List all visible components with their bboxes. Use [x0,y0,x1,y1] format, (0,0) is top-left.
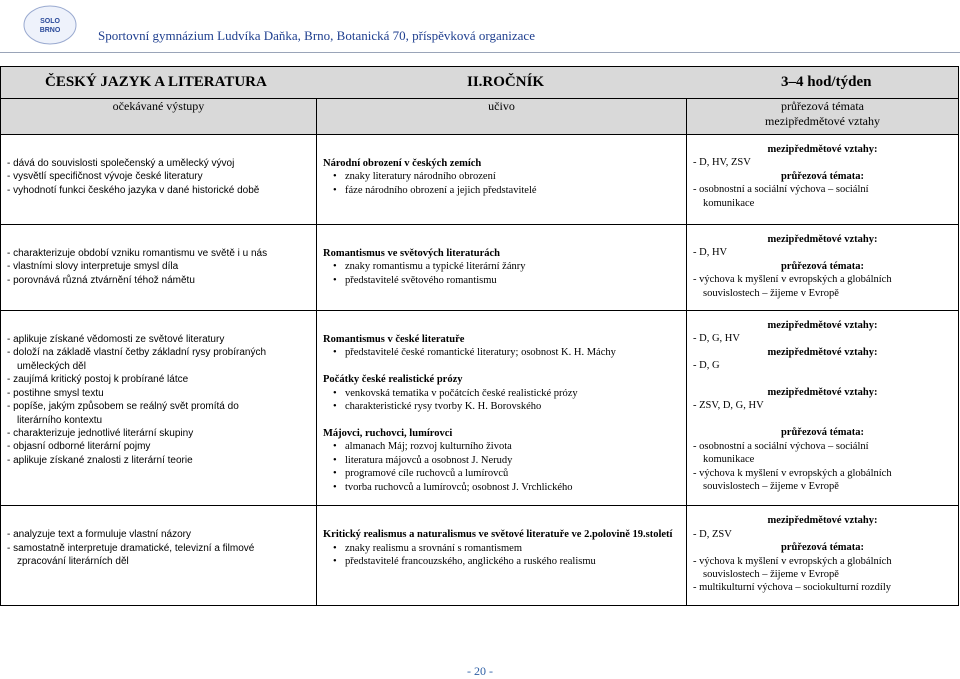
col-header-content: učivo [317,99,687,135]
outcome-line: - vlastními slovy interpretuje smysl díla [7,261,179,273]
title-row [1,67,959,99]
content-title: Romantismus ve světových literaturách [323,248,501,260]
svg-text:BRNO: BRNO [39,27,61,34]
cross-topics-value: souvislostech – žijeme v Evropě [703,568,839,580]
cross-topics-value: - multikulturní výchova – sociokulturní rozdíly [693,582,892,594]
content-title: Národní obrození v českých zemích [323,158,482,169]
content-item: • představitelé francouzského, anglického a ruského realismu [323,555,680,568]
cross-topics-label: průřezová témata: [780,427,865,439]
content-title: Počátky české realistické prózy [323,374,463,386]
content-item: • představitelé světového romantismu [323,274,680,287]
header-divider [0,52,960,53]
cross-topics-value: komunikace [703,454,755,466]
outcome-line: - vysvětlí specifičnost vývoje české literatury [7,171,203,183]
cross-topics-value: - osobnostní a sociální výchova – sociální [693,184,869,196]
table-row [1,225,959,311]
content-title: Kritický realismus a naturalismus ve světové literatuře ve 2.polovině 19.století [323,529,673,541]
cross-topics-value: komunikace [703,197,755,209]
outcome-line: - doloží na základě vlastní četby základní rysy probíraných [7,347,267,359]
table-row [1,311,959,506]
column-header-row [1,99,959,135]
cross-topics-value: - výchova k myšlení v evropských a globálních [693,274,892,286]
curriculum-table [0,66,959,606]
content-title: Májovci, ruchovci, lumírovci [323,427,453,439]
outcome-line: - postihne smysl textu [7,387,104,399]
content-item: • almanach Máj; rozvoj kulturního života [323,440,680,453]
outcome-line: - objasní odborné literární pojmy [7,441,151,453]
table-row [1,135,959,225]
col-header-cross-topics: průřezová témata [781,99,864,113]
cross-relations-label: mezipředmětové vztahy: [767,515,878,527]
outcome-line: - dává do souvislosti společenský a umělecký vývoj [7,158,235,169]
cross-topics-value: - výchova k myšlení v evropských a globálních [693,467,892,479]
cross-relations-value: - D, HV, ZSV [693,157,751,169]
col-header-cross-relations: mezipředmětové vztahy [765,114,880,128]
content-item: • literatura májovců a osobnost J. Nerudy [323,454,680,467]
content-item: • fáze národního obrození a jejich představitelé [323,184,680,197]
outcome-line: - charakterizuje jednotlivé literární skupiny [7,427,194,439]
school-logo [22,4,78,46]
content-item: • představitelé české romantické literatury; osobnost K. H. Máchy [323,346,680,359]
cross-relations-label: mezipředmětové vztahy: [767,144,878,155]
outcome-line: - charakterizuje období vzniku romantismu ve světě i u nás [7,248,268,260]
outcome-line: - porovnává různá ztvárnění téhož námětu [7,274,195,286]
cross-relations-label: mezipředmětové vztahy: [767,387,878,399]
cross-relations-value: - ZSV, D, G, HV [693,400,764,412]
outcome-line: - zaujímá kritický postoj k probírané látce [7,374,189,386]
cross-topics-label: průřezová témata: [780,260,865,272]
cross-relations-label: mezipředmětové vztahy: [767,320,878,332]
page-number: - 20 - [467,664,493,678]
content-title: Romantismus v české literatuře [323,334,465,346]
cross-relations-value: - D, ZSV [693,528,732,540]
cross-topics-value: souvislostech – žijeme v Evropě [703,480,839,492]
cross-relations-label: mezipředmětové vztahy: [767,346,878,358]
grade-title: II.ROČNÍK [467,74,545,90]
col-header-outcomes: očekávané výstupy [1,99,317,135]
hours-title: 3–4 hod/týden [781,74,872,90]
subject-title: ČESKÝ JAZYK A LITERATURA [45,74,267,90]
content-item: • venkovská tematika v počátcích české realistické prózy [323,387,680,400]
col-header-cross [687,99,959,135]
outcome-line: - aplikuje získané znalosti z literární teorie [7,454,193,466]
svg-text:SOLO: SOLO [40,18,60,25]
outcome-line: zpracování literárních děl [17,556,129,568]
content-item: • charakteristické rysy tvorby K. H. Borovského [323,400,680,413]
content-item: • tvorba ruchovců a lumírovců; osobnost J. Vrchlického [323,481,680,494]
content-item: • programové cíle ruchovců a lumírovců [323,467,680,480]
cross-topics-value: souvislostech – žijeme v Evropě [703,287,839,299]
content-item: • znaky romantismu a typické literární žánry [323,260,680,273]
page-header [0,0,960,52]
outcome-line: literárního kontextu [17,414,103,426]
cross-topics-value: - osobnostní a sociální výchova – sociální [693,440,869,452]
school-name: Sportovní gymnázium Ludvíka Daňka, Brno, Botanická 70, příspěvková organizace [98,28,535,43]
cross-topics-label: průřezová témata: [780,170,865,182]
outcome-line: - vyhodnotí funkci českého jazyka v dané historické době [7,184,260,196]
outcome-line: - samostatně interpretuje dramatické, televizní a filmové [7,542,255,554]
outcome-line: - popíše, jakým způsobem se reálný svět promítá do [7,401,239,413]
cross-relations-value: - D, G [693,360,720,372]
cross-relations-label: mezipředmětové vztahy: [767,234,878,246]
outcome-line: - aplikuje získané vědomosti ze světové literatury [7,334,225,346]
cross-topics-value: - výchova k myšlení v evropských a globálních [693,555,892,567]
outcome-line: - analyzuje text a formuluje vlastní názory [7,529,191,541]
content-item: • znaky realismu a srovnání s romantismem [323,542,680,555]
content-item: • znaky literatury národního obrození [323,170,680,183]
cross-relations-value: - D, HV [693,247,728,259]
cross-topics-label: průřezová témata: [780,542,865,554]
table-row [1,506,959,605]
cross-relations-value: - D, G, HV [693,333,740,345]
outcome-line: uměleckých děl [17,360,86,372]
